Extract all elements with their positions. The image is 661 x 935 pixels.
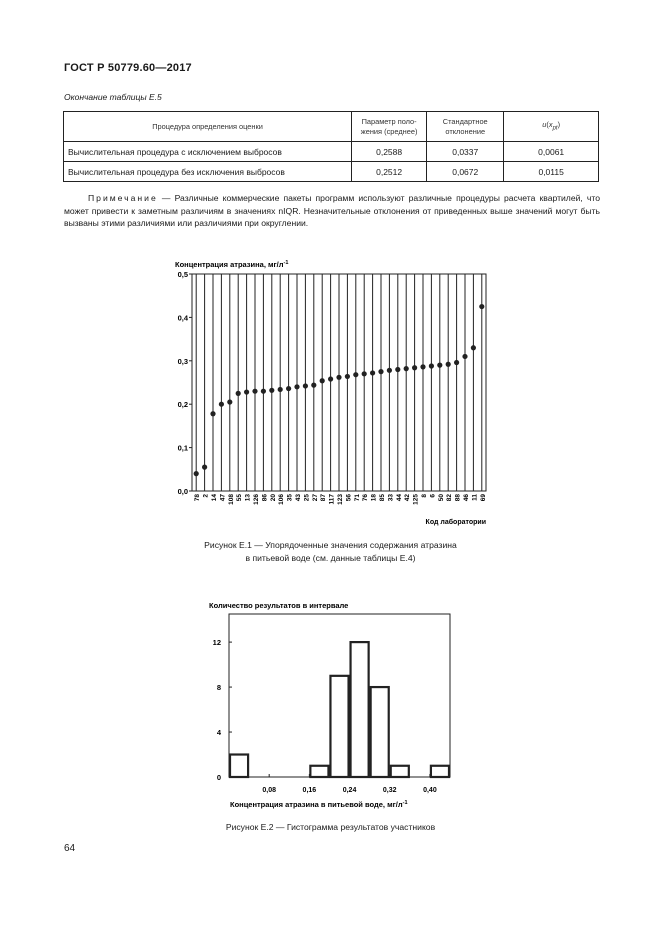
chart1-category-label: 78 xyxy=(194,494,202,502)
chart2-xtick-label: 0,08 xyxy=(262,787,276,794)
histogram-chart xyxy=(200,596,460,812)
chart1-category-label: 46 xyxy=(463,494,470,502)
chart1-point xyxy=(194,471,199,476)
chart1-category-label: 126 xyxy=(253,494,260,505)
chart1-point xyxy=(437,363,442,368)
chart1-category-label: 43 xyxy=(295,494,302,502)
lab-values-chart xyxy=(150,252,510,532)
chart1-category-label: 50 xyxy=(437,494,445,502)
chart1-point xyxy=(454,360,459,365)
chart2-xtick-label: 0,40 xyxy=(423,787,437,794)
chart1-category-label: 125 xyxy=(412,494,420,505)
chart1-point xyxy=(219,402,224,407)
standard-header: ГОСТ Р 50779.60—2017 xyxy=(64,62,192,74)
chart1-point xyxy=(227,399,232,404)
chart1-ytick-label: 0,1 xyxy=(177,443,188,453)
note-text: — Различные коммерческие пакеты программ используют различные процедуры расчета квартилей, что может привести к заметным различиям в значениях nIQR. Незначительные отклонения от приведенных выше значений могут быть вызваны этими различиями или различиями при округлении. xyxy=(64,193,600,228)
chart1-category-label: 106 xyxy=(278,494,286,505)
chart1-category-label: 85 xyxy=(379,494,386,502)
chart1-point xyxy=(294,384,299,389)
cell-procedure: Вычислительная процедура без исключения выбросов xyxy=(64,162,352,182)
chart1-point xyxy=(387,368,392,373)
chart2-ytick-label: 12 xyxy=(212,638,221,648)
chart2-xtick-label: 0,24 xyxy=(342,787,357,794)
chart1-category-label: 8 xyxy=(421,494,428,498)
chart1-category-label: 33 xyxy=(387,494,395,502)
chart2-bar xyxy=(371,687,389,777)
table-header-row xyxy=(64,112,599,142)
chart1-point xyxy=(336,375,341,380)
chart1-point xyxy=(395,367,400,372)
chart1-category-label: 56 xyxy=(345,494,353,502)
chart2-title: Количество результатов в интервале xyxy=(209,601,349,610)
chart1-category-label: 25 xyxy=(303,494,311,502)
chart1-point xyxy=(471,345,476,350)
chart1-point xyxy=(404,366,409,371)
col-stddev: Стандартное отклонение xyxy=(427,112,504,142)
chart2-xtick-label: 0,16 xyxy=(302,787,317,794)
page-number: 64 xyxy=(64,843,76,854)
chart1-category-label: 44 xyxy=(395,494,403,502)
cell-stddev: 0,0672 xyxy=(427,162,504,182)
chart1-category-label: 82 xyxy=(446,494,454,502)
chart1-category-label: 108 xyxy=(227,494,235,505)
chart1-point xyxy=(462,354,467,359)
chart1-category-label: 11 xyxy=(471,494,479,501)
cell-uncertainty: 0,0061 xyxy=(504,142,599,162)
col-location: Параметр поло- жения (среднее) xyxy=(352,112,427,142)
chart1-point xyxy=(278,387,283,392)
chart1-point xyxy=(479,304,484,309)
figure1-caption-line2: в питьевой воде (см. данные таблицы Е.4) xyxy=(245,552,416,563)
chart1-category-label: 86 xyxy=(261,494,269,502)
chart1-category-label: 18 xyxy=(370,494,378,502)
chart1-category-label: 69 xyxy=(479,494,487,502)
figure2-caption: Рисунок Е.2 — Гистограмма результатов участников xyxy=(225,822,436,832)
chart1-category-label: 2 xyxy=(202,494,210,498)
chart1-title: Концентрация атразина, $мг/л^{-1}$ xyxy=(175,260,289,269)
chart1-point xyxy=(286,386,291,391)
chart1-point xyxy=(353,372,358,377)
chart1-category-label: 47 xyxy=(219,494,227,502)
note-label: Примечание xyxy=(88,193,158,203)
chart2-bar xyxy=(230,755,248,777)
table-row xyxy=(64,142,599,162)
chart1-category-label: 55 xyxy=(236,494,244,502)
chart1-point xyxy=(244,389,249,394)
cell-procedure: Вычислительная процедура с исключением выбросов xyxy=(64,142,352,162)
chart1-point xyxy=(328,376,333,381)
cell-location: 0,2588 xyxy=(352,142,427,162)
chart1-category-label: 6 xyxy=(429,494,437,498)
chart1-point xyxy=(362,371,367,376)
estimates-table xyxy=(63,111,599,182)
table-row xyxy=(64,162,599,182)
chart1-category-label: 42 xyxy=(404,494,412,502)
chart1-ytick-label: 0,3 xyxy=(177,356,188,366)
chart2-bar xyxy=(330,676,348,777)
chart1-ytick-label: 0,0 xyxy=(177,487,188,496)
chart1-category-label: 88 xyxy=(454,494,462,502)
chart1-category-label: 123 xyxy=(337,494,344,505)
chart1-category-label: 71 xyxy=(353,494,361,502)
chart1-point xyxy=(252,389,257,394)
chart2-bar xyxy=(431,766,449,777)
col-uncertainty: $u(x_{pt})$ xyxy=(504,112,599,142)
chart2-ytick-label: 8 xyxy=(216,683,221,693)
chart1-xlabel: Код лаборатории xyxy=(425,519,486,526)
chart1-ytick-label: 0,5 xyxy=(177,270,188,279)
chart1-category-label: 117 xyxy=(328,494,336,505)
col-procedure: Процедура определения оценки xyxy=(64,112,352,142)
chart1-point xyxy=(269,388,274,393)
chart2-xlabel: Концентрация атразина в питьевой воде, $мг/л^{-1}$ xyxy=(230,800,408,809)
chart1-point xyxy=(378,369,383,374)
note-paragraph xyxy=(64,192,600,230)
chart1-point xyxy=(261,389,266,394)
chart1-point xyxy=(370,370,375,375)
chart1-point xyxy=(210,411,215,416)
chart1-point xyxy=(236,391,241,396)
chart1-point xyxy=(311,383,316,388)
chart1-point xyxy=(429,363,434,368)
chart2-bar xyxy=(310,766,328,777)
cell-location: 0,2512 xyxy=(352,162,427,182)
chart1-point xyxy=(412,365,417,370)
chart1-category-label: 35 xyxy=(286,494,294,502)
chart1-point xyxy=(320,378,325,383)
chart2-bar xyxy=(351,642,369,777)
chart1-point xyxy=(202,465,207,470)
chart1-ytick-label: 0,4 xyxy=(177,313,188,323)
chart1-point xyxy=(446,362,451,367)
figure1-caption-line1: Рисунок Е.1 — Упорядоченные значения содержания атразина xyxy=(204,540,457,550)
chart2-xtick-label: 0,32 xyxy=(382,787,397,794)
chart1-category-label: 76 xyxy=(362,494,370,502)
chart1-ytick-label: 0,2 xyxy=(177,400,188,410)
table-continuation-label: Окончание таблицы Е.5 xyxy=(64,92,162,102)
chart1-point xyxy=(345,374,350,379)
chart1-point xyxy=(420,364,425,369)
chart2-bar xyxy=(391,766,409,777)
cell-uncertainty: 0,0115 xyxy=(504,162,599,182)
cell-stddev: 0,0337 xyxy=(427,142,504,162)
chart1-point xyxy=(303,383,308,388)
chart1-category-label: 27 xyxy=(311,494,319,502)
chart1-category-label: 87 xyxy=(320,494,328,502)
chart2-ytick-label: 4 xyxy=(216,728,221,738)
figure1-caption xyxy=(0,539,661,564)
chart1-category-label: 13 xyxy=(244,494,252,502)
chart1-category-label: 14 xyxy=(211,494,218,502)
chart2-ytick-label: 0 xyxy=(216,773,221,782)
chart1-category-label: 20 xyxy=(269,494,277,502)
